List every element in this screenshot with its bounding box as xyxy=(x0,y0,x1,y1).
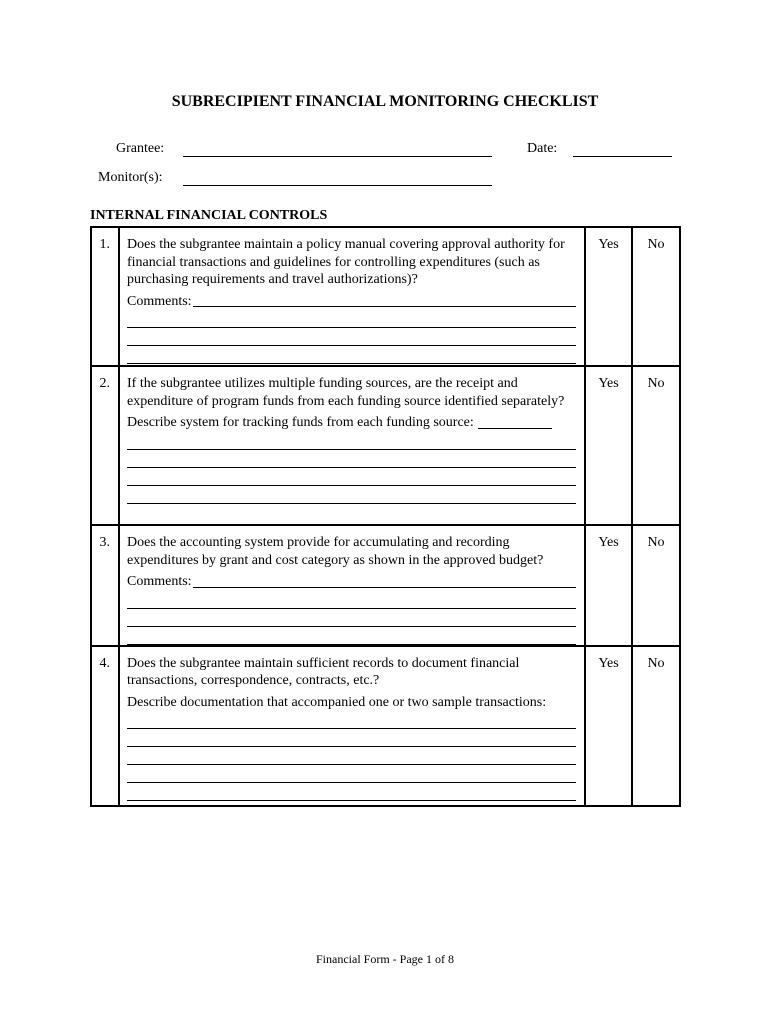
answer-line[interactable] xyxy=(127,328,576,346)
answer-line[interactable] xyxy=(127,346,576,364)
answer-line[interactable] xyxy=(127,432,576,450)
question-cell xyxy=(119,366,585,525)
answer-line[interactable] xyxy=(127,486,576,504)
question-number: 3. xyxy=(91,525,119,646)
yes-option[interactable]: Yes xyxy=(585,525,632,646)
no-option[interactable]: No xyxy=(632,525,680,646)
page-footer: Financial Form - Page 1 of 8 xyxy=(316,952,454,966)
question-cell xyxy=(119,227,585,366)
no-option[interactable]: No xyxy=(632,366,680,525)
question-cell xyxy=(119,646,585,806)
answer-line[interactable] xyxy=(127,591,576,609)
question-text: Does the accounting system provide for accumulating and recording expenditures by grant and cost category as shown in the approved budget? xyxy=(127,535,544,568)
question-text: Does the subgrantee maintain a policy manual covering approval authority for financial transactions and guidelines for controlling expenditures (such as purchasing requirements and travel authorizations)? xyxy=(127,237,565,287)
comment-field[interactable] xyxy=(193,587,576,588)
yes-option[interactable]: Yes xyxy=(585,227,632,366)
answer-line[interactable] xyxy=(127,609,576,627)
checklist-table xyxy=(90,226,681,807)
answer-line[interactable] xyxy=(127,711,576,729)
date-field[interactable] xyxy=(573,156,672,157)
comment-row xyxy=(127,573,576,591)
comment-label: Describe documentation that accompanied one or two sample transactions: xyxy=(127,694,547,710)
question-row xyxy=(91,366,680,525)
grantee-field[interactable] xyxy=(183,156,492,157)
answer-line[interactable] xyxy=(127,627,576,645)
question-cell xyxy=(119,525,585,646)
question-number: 1. xyxy=(91,227,119,366)
date-label: Date: xyxy=(527,141,558,156)
section-title: INTERNAL FINANCIAL CONTROLS xyxy=(90,208,328,223)
no-option[interactable]: No xyxy=(632,227,680,366)
comment-row xyxy=(127,414,576,432)
question-number: 2. xyxy=(91,366,119,525)
monitor-field[interactable] xyxy=(183,185,492,186)
question-number: 4. xyxy=(91,646,119,806)
answer-line[interactable] xyxy=(127,729,576,747)
question-row xyxy=(91,646,680,806)
comment-label: Comments: xyxy=(127,574,192,589)
question-row xyxy=(91,227,680,366)
question-text: If the subgrantee utilizes multiple funding sources, are the receipt and expenditure of program funds from each funding source identified separately? xyxy=(127,376,565,409)
comment-label: Comments: xyxy=(127,293,192,309)
comment-label: Describe system for tracking funds from each funding source: xyxy=(127,415,474,430)
answer-line[interactable] xyxy=(127,468,576,486)
grantee-label: Grantee: xyxy=(116,141,165,156)
yes-option[interactable]: Yes xyxy=(585,366,632,525)
question-row xyxy=(91,525,680,646)
answer-line[interactable] xyxy=(127,450,576,468)
question-text: Does the subgrantee maintain sufficient records to document financial transactions, correspondence, contracts, etc.? xyxy=(127,655,520,688)
comment-field[interactable] xyxy=(478,428,552,429)
monitor-label: Monitor(s): xyxy=(98,170,163,185)
answer-line[interactable] xyxy=(127,765,576,783)
answer-line[interactable] xyxy=(127,310,576,328)
yes-option[interactable]: Yes xyxy=(585,646,632,806)
comment-row xyxy=(127,293,576,311)
no-option[interactable]: No xyxy=(632,646,680,806)
answer-line[interactable] xyxy=(127,783,576,801)
form-title: SUBRECIPIENT FINANCIAL MONITORING CHECKLIST xyxy=(171,93,599,110)
answer-line[interactable] xyxy=(127,747,576,765)
comment-field[interactable] xyxy=(193,306,576,307)
